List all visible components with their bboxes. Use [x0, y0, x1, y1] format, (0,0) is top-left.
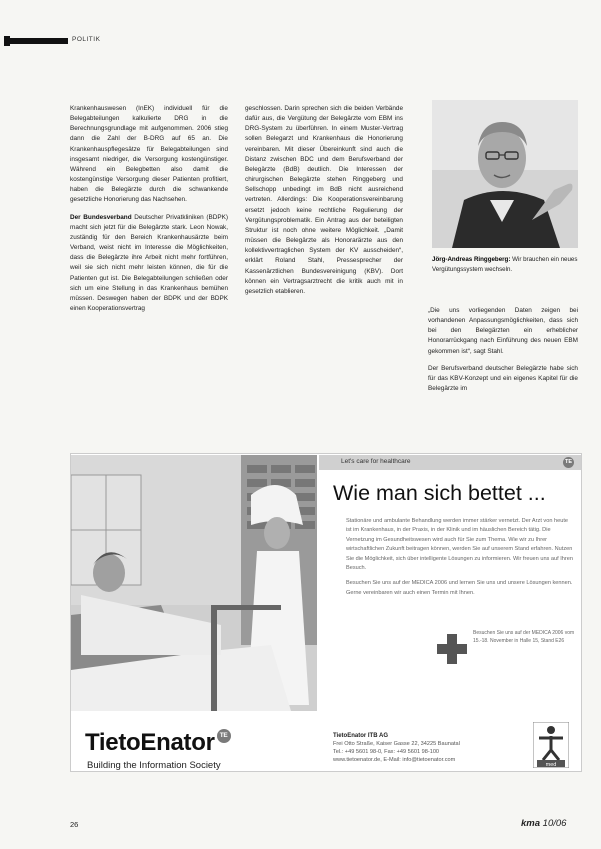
ad-body	[346, 517, 574, 604]
header-rule	[6, 38, 68, 44]
ad-tagline: Let's care for healthcare	[341, 458, 411, 465]
paragraph: geschlossen. Darin sprechen sich die beiden Verbände dafür aus, die Vergütung der Belegärzte vom EBM ins DRG-System zu überführen. In einem Muster-Vertrag sollen Belegarzt und Krankenhaus die Honorierung vereinbaren. Mit dieser Übereinkunft sind auch die Distanz zwischen BDC und dem Berufsverband der Belegärzte (BdB) deutlich. Die Interessen der chirurgischen Belegärzte stehen Ringgeberg und Sellschopp unbedingt im BdB nicht ausreichend vertreten. Allerdings: Die Kooperationsvereinbarung ersetzt jedoch keine rechtliche Regulierung der Vergütungsproblematik. Ein Antrag aus der beteiligten Struktur ist noch ohne weitere Möglichkeit. „Damit müssen die Belegärzte als Honorarärzte aus den kollektivvertraglichen System der KV ausscheiden“, erklärt Roland Stahl, Pressesprecher der Kassenärztlichen Bundesvereinigung (KBV). Dort können ein Vertragsarztrecht die kritik auch mit in gesetzlich etablieren.	[245, 105, 403, 295]
portrait-photo	[432, 100, 578, 248]
ad-paragraph: Stationäre und ambulante Behandlung werden immer stärker vernetzt. Der Arzt von heute ist im Krankenhaus, in der Praxis, in der Klinik und im häuslichen Bereich tätig. Die Vernetzung im Gesundheitswesen wird auch für Sie zum Thema. Wie wir zu Ihrer wirtschaftlichen Zukunft beitragen können, werden Sie auf unserem Stand erfahren. Nutzen Sie die Möglichkeit, sich über intelligente Lösungen zu informieren. Wir freuen uns auf Ihren Besuch.	[346, 518, 573, 572]
paragraph-text: Deutscher Privatkliniken (BDPK) macht sich jetzt für die Belegärzte stark. Leon Nowak, zuständig für den Bereich Krankenhausärzte beim Verband, weist nicht im Interesse die Möglichkeiten, dass die Belegärzte ihre Arbeit nicht mehr fortführen, weil sie sich nicht mehr leisten können, die für die Patienten gut ist. Die Belegabteilungen schließen oder sich um eine Stellung in das Krankenhaus bemühen müssen. Deswegen haben der BDPK und der BDPK einen Kooperationsvertrag	[70, 213, 228, 312]
ad-tagline-band	[319, 455, 581, 470]
address-line: Tel.: +49 5601 98-0, Fax: +49 5601 98-100	[333, 749, 440, 755]
photo-caption	[432, 255, 580, 274]
portrait-illustration	[432, 100, 578, 248]
section-label: POLITIK	[72, 36, 101, 43]
paragraph: Der Berufsverband deutscher Belegärzte habe sich für das KBV-Konzept und ein eigenes Kapitel für die Belegärzte im	[428, 364, 578, 393]
caption-text: Wir brauchen ein neues Vergütungssystem wechseln.	[432, 256, 578, 273]
tietoenator-te-icon: TE	[217, 729, 231, 743]
magazine-footer	[521, 818, 566, 829]
company-address	[333, 732, 513, 764]
company-name: TietoEnator	[85, 729, 215, 756]
magazine-name: kma	[521, 818, 541, 829]
address-title: TietoEnator ITB AG	[333, 733, 389, 739]
paragraph: Krankenhauswesen (InEK) individuell für die Belegabteilungen kalkulierte DRG in die Berechnungsgrundlage mit aufgenommen. 2006 stieg dann die Zahl der B-DRG auf 65 an. Die Krankenhauspflegesätze für Belegabteilungen sind insgesamt niedriger, die Versorgung kostengünstiger. Während ein Belegbetten also damit die kostengünstige Versorgung dieser Patienten profitiert, haben die Belegärzte durch die schwankende gesetzliche Honorierung das Nachsehen.	[70, 105, 228, 204]
text-column-2	[245, 104, 403, 304]
medica-cross-icon	[437, 634, 467, 664]
ad-illustration	[71, 455, 317, 711]
ad-headline: Wie man sich bettet ...	[333, 481, 546, 505]
medica-box	[437, 629, 575, 669]
tietoenator-logo	[85, 729, 231, 757]
paragraph: „Die uns vorliegenden Daten zeigen bei vorhandenen Anpassungsmöglichkeiten, dass sich bei den Belegärzten ein erheblicher Honorarrückgang nach Einführung des neuen EBM gekommen ist“, sagt Stahl.	[428, 307, 578, 355]
tietoenator-badge-icon: TE	[563, 457, 574, 468]
text-column-3	[428, 306, 578, 401]
company-slogan: Building the Information Society	[87, 760, 221, 771]
address-line: www.tietoenator.de, E-Mail: info@tietoenator.com	[333, 757, 456, 763]
paragraph	[70, 213, 228, 315]
ad-paragraph: Besuchen Sie uns auf der MEDICA 2006 und lernen Sie uns und unsere Lösungen kennen. Gerne vereinbaren wir auch einen Termin mit Ihnen.	[346, 580, 573, 596]
advertisement	[70, 453, 582, 772]
address-line: Frei Otto Straße, Kaiser Gasse 22, 34225 Baunatal	[333, 741, 460, 747]
medica-text: Besuchen Sie uns auf der MEDICA 2006 vom 15.-18. November in Halle 15, Stand E26	[473, 630, 575, 644]
ad-photo	[71, 455, 317, 711]
page-number: 26	[70, 820, 79, 829]
med-figure-icon	[533, 722, 569, 768]
text-column-1	[70, 104, 228, 321]
caption-name: Jörg-Andreas Ringgeberg:	[432, 256, 511, 263]
med-logo-text: med	[545, 762, 557, 768]
issue-number: 10/06	[540, 818, 567, 829]
paragraph-lead: Der Bundesverband	[70, 213, 132, 221]
